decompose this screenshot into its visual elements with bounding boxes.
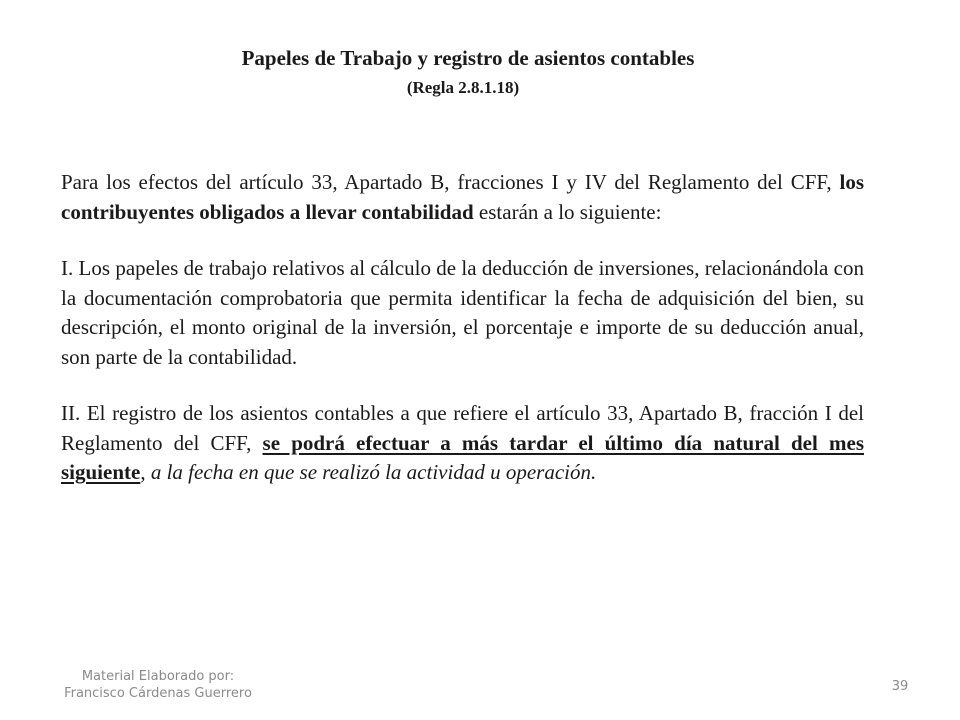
intro-rest-text: estarán a lo siguiente: — [473, 199, 662, 224]
item-1-text: I. Los papeles de trabajo relativos al cálculo de la deducción de inversiones, relacionándola con la documentación comprobatoria que permita identificar la fecha de adquisición del bien, su descripción, el monto original de la inversión, el porcentaje e importe de su deducción anual, son parte de la contabilidad. — [61, 256, 864, 369]
item-2-underlined-text: se podrá efectuar a más tardar el último día natural del mes siguiente — [61, 430, 864, 484]
intro-text: Para los efectos del artículo 33, Apartado B, fracciones I y IV del Reglamento del CFF, — [61, 170, 840, 194]
slide-subtitle: (Regla 2.8.1.18) — [406, 78, 520, 97]
footer-credit — [0, 668, 316, 702]
intro-paragraph — [61, 168, 864, 227]
item-2-text: II. El registro de los asientos contables a que refiere el artículo 33, Apartado B, fracción I del Reglamento del CFF, — [61, 401, 864, 455]
intro-bold-text: los contribuyentes obligados a llevar contabilidad — [61, 170, 864, 224]
slide-title: Papeles de Trabajo y registro de asientos contables — [241, 46, 695, 70]
item-2-separator: , — [140, 460, 151, 484]
footer-credit-line-1: Material Elaborado por: — [81, 669, 235, 684]
page-number: 39 — [891, 679, 909, 694]
item-2-paragraph — [61, 399, 864, 488]
item-1-paragraph — [61, 254, 864, 372]
slide-body — [61, 168, 864, 488]
footer-credit-line-2: Francisco Cárdenas Guerrero — [64, 686, 252, 701]
item-2-italic-text: a la fecha en que se realizó la actividad u operación. — [150, 460, 597, 484]
